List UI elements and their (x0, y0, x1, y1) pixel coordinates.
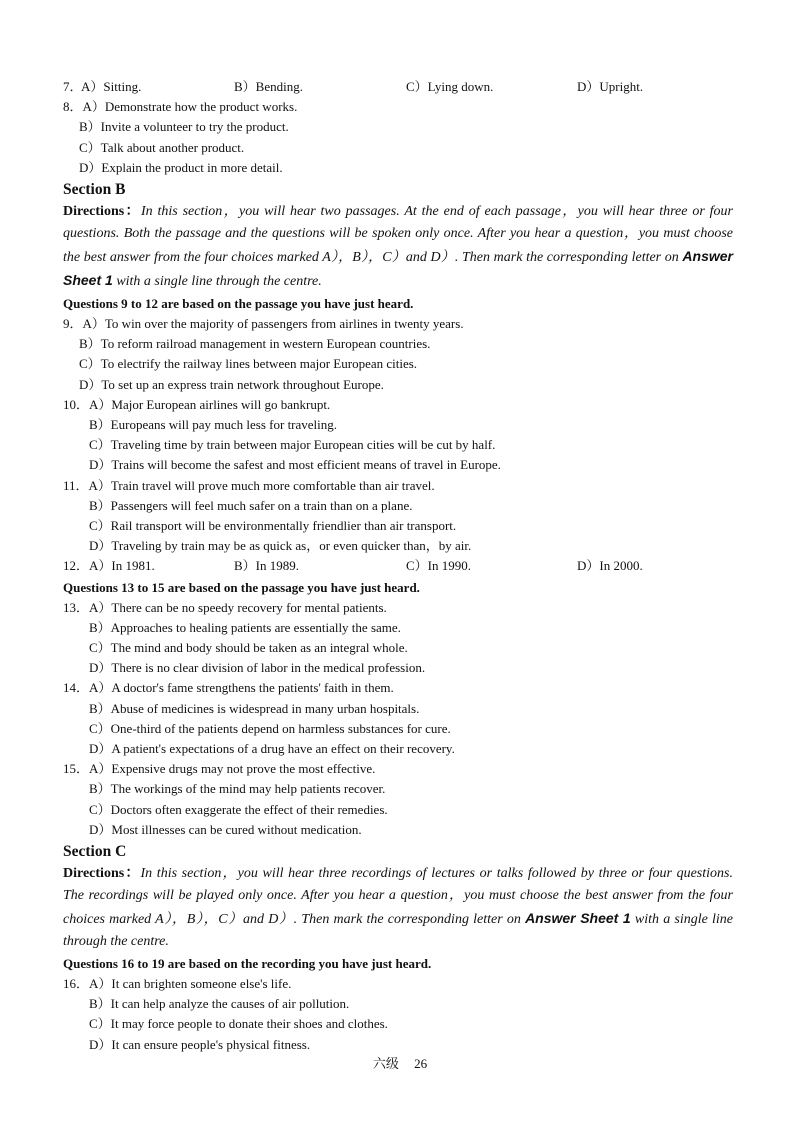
section-b-title: Section B (63, 181, 126, 198)
option-b: B）Abuse of medicines is widespread in many urban hospitals. (89, 700, 420, 716)
option-d: D）It can ensure people's physical fitness. (89, 1036, 311, 1052)
option-b: B）Approaches to healing patients are essentially the same. (89, 619, 401, 635)
question-number: 13． (63, 599, 90, 615)
option-d: D）In 2000. (577, 558, 643, 574)
question-number: 12． (63, 558, 90, 574)
section-b-directions (63, 201, 733, 293)
option-d: D）Explain the product in more detail. (79, 159, 283, 175)
option-c: C）The mind and body should be taken as an integral whole. (89, 640, 408, 656)
option-a: A）Expensive drugs may not prove the most effective. (89, 761, 376, 777)
option-c: C）Talk about another product. (79, 139, 245, 155)
question-7 (63, 77, 733, 97)
page-footer (0, 1053, 800, 1072)
option-a: A）A doctor's fame strengthens the patients' faith in them. (89, 680, 394, 696)
question-number: 14． (63, 680, 90, 696)
option-a: A）There can be no speedy recovery for mental patients. (89, 599, 387, 615)
option-b: B）Passengers will feel much safer on a train than on a plane. (89, 497, 413, 513)
question-number: 9． (63, 316, 83, 331)
option-b: B）To reform railroad management in western European countries. (79, 336, 431, 352)
option-b: B）The workings of the mind may help patients recover. (89, 781, 386, 797)
directions-label: Directions： (63, 204, 141, 219)
option-a: A）Train travel will prove much more comfortable than air travel. (88, 477, 435, 493)
option-a: A）It can brighten someone else's life. (89, 976, 292, 992)
directions-label: Directions： (63, 866, 141, 882)
questions-16-19-heading: Questions 16 to 19 are based on the recording you have just heard. (63, 956, 432, 972)
question-number: 7． (63, 79, 83, 94)
question-number: 15． (63, 761, 90, 777)
answer-sheet-ref: Answer Sheet 1 (63, 248, 733, 288)
question-14 (63, 678, 733, 759)
directions-text-end: with a single line through the centre. (112, 274, 322, 289)
option-c: C）To electrify the railway lines between major European cities. (79, 356, 418, 372)
question-13 (63, 598, 733, 679)
option-d: D）To set up an express train network throughout Europe. (79, 376, 384, 392)
option-b: B）Europeans will pay much less for traveling. (89, 417, 338, 433)
option-d: D）There is no clear division of labor in the medical profession. (89, 660, 426, 676)
option-d: D）Most illnesses can be cured without medication. (89, 821, 362, 837)
page-content (63, 77, 733, 1055)
directions-text-end: with a single line through the centre. (63, 912, 734, 950)
question-10 (63, 395, 733, 476)
question-number: 16． (63, 976, 90, 992)
question-number: 10． (63, 396, 90, 412)
questions-13-15-heading: Questions 13 to 15 are based on the passage you have just heard. (63, 579, 420, 595)
option-b: B）In 1989. (234, 558, 300, 574)
option-c: C）One-third of the patients depend on harmless substances for cure. (89, 720, 451, 736)
option-c: C）Traveling time by train between major European cities will be cut by half. (89, 437, 496, 453)
option-d: D）Trains will become the safest and most efficient means of travel in Europe. (89, 457, 501, 473)
section-c-title: Section C (63, 843, 127, 861)
option-a: A）Demonstrate how the product works. (82, 99, 298, 115)
question-9 (63, 314, 733, 395)
exam-level: 六级 (372, 1056, 399, 1071)
option-c: C）In 1990. (406, 558, 472, 574)
option-a: A）In 1981. (89, 558, 155, 574)
option-c: C）Rail transport will be environmentally friendlier than air transport. (89, 518, 457, 534)
option-d: D）Upright. (577, 79, 644, 94)
option-a: A）Sitting. (81, 79, 142, 94)
question-number: 8． (63, 99, 83, 115)
question-16 (63, 974, 733, 1055)
question-15 (63, 759, 733, 840)
option-a: A）To win over the majority of passengers from airlines in twenty years. (82, 316, 464, 331)
page-number: 26 (414, 1056, 428, 1071)
section-c-directions (63, 863, 733, 953)
question-12 (63, 556, 733, 576)
question-number: 11． (63, 477, 89, 493)
questions-9-12-heading: Questions 9 to 12 are based on the passage you have just heard. (63, 296, 414, 311)
option-c: C）Doctors often exaggerate the effect of their remedies. (89, 801, 388, 817)
answer-sheet-ref: Answer Sheet 1 (525, 910, 631, 927)
question-11 (63, 476, 733, 557)
directions-text: In this section，you will hear three recordings of lectures or talks followed by three or four questions. The recordings will be played only once. After you hear a question，you must choose the best answer from the four choices marked A），B），C）and D）. Then mark the corresponding letter on (63, 866, 733, 928)
option-c: C）Lying down. (406, 79, 494, 94)
question-8 (63, 97, 733, 178)
option-b: B）Invite a volunteer to try the product. (79, 119, 289, 135)
directions-text: In this section，you will hear two passages. At the end of each passage，you will hear three or four questions. Both the passage and the questions will be spoken only once. After you hear a question，you must choose the best answer from the four choices marked A），B），C）and D）. Then mark the corresponding letter on (63, 204, 733, 265)
option-b: B）It can help analyze the causes of air pollution. (89, 996, 350, 1012)
option-a: A）Major European airlines will go bankrupt. (89, 396, 331, 412)
option-d: D）A patient's expectations of a drug have an effect on their recovery. (89, 741, 455, 757)
option-d: D）Traveling by train may be as quick as，or even quicker than，by air. (89, 538, 472, 554)
option-b: B）Bending. (234, 79, 303, 94)
option-c: C）It may force people to donate their shoes and clothes. (89, 1016, 388, 1032)
